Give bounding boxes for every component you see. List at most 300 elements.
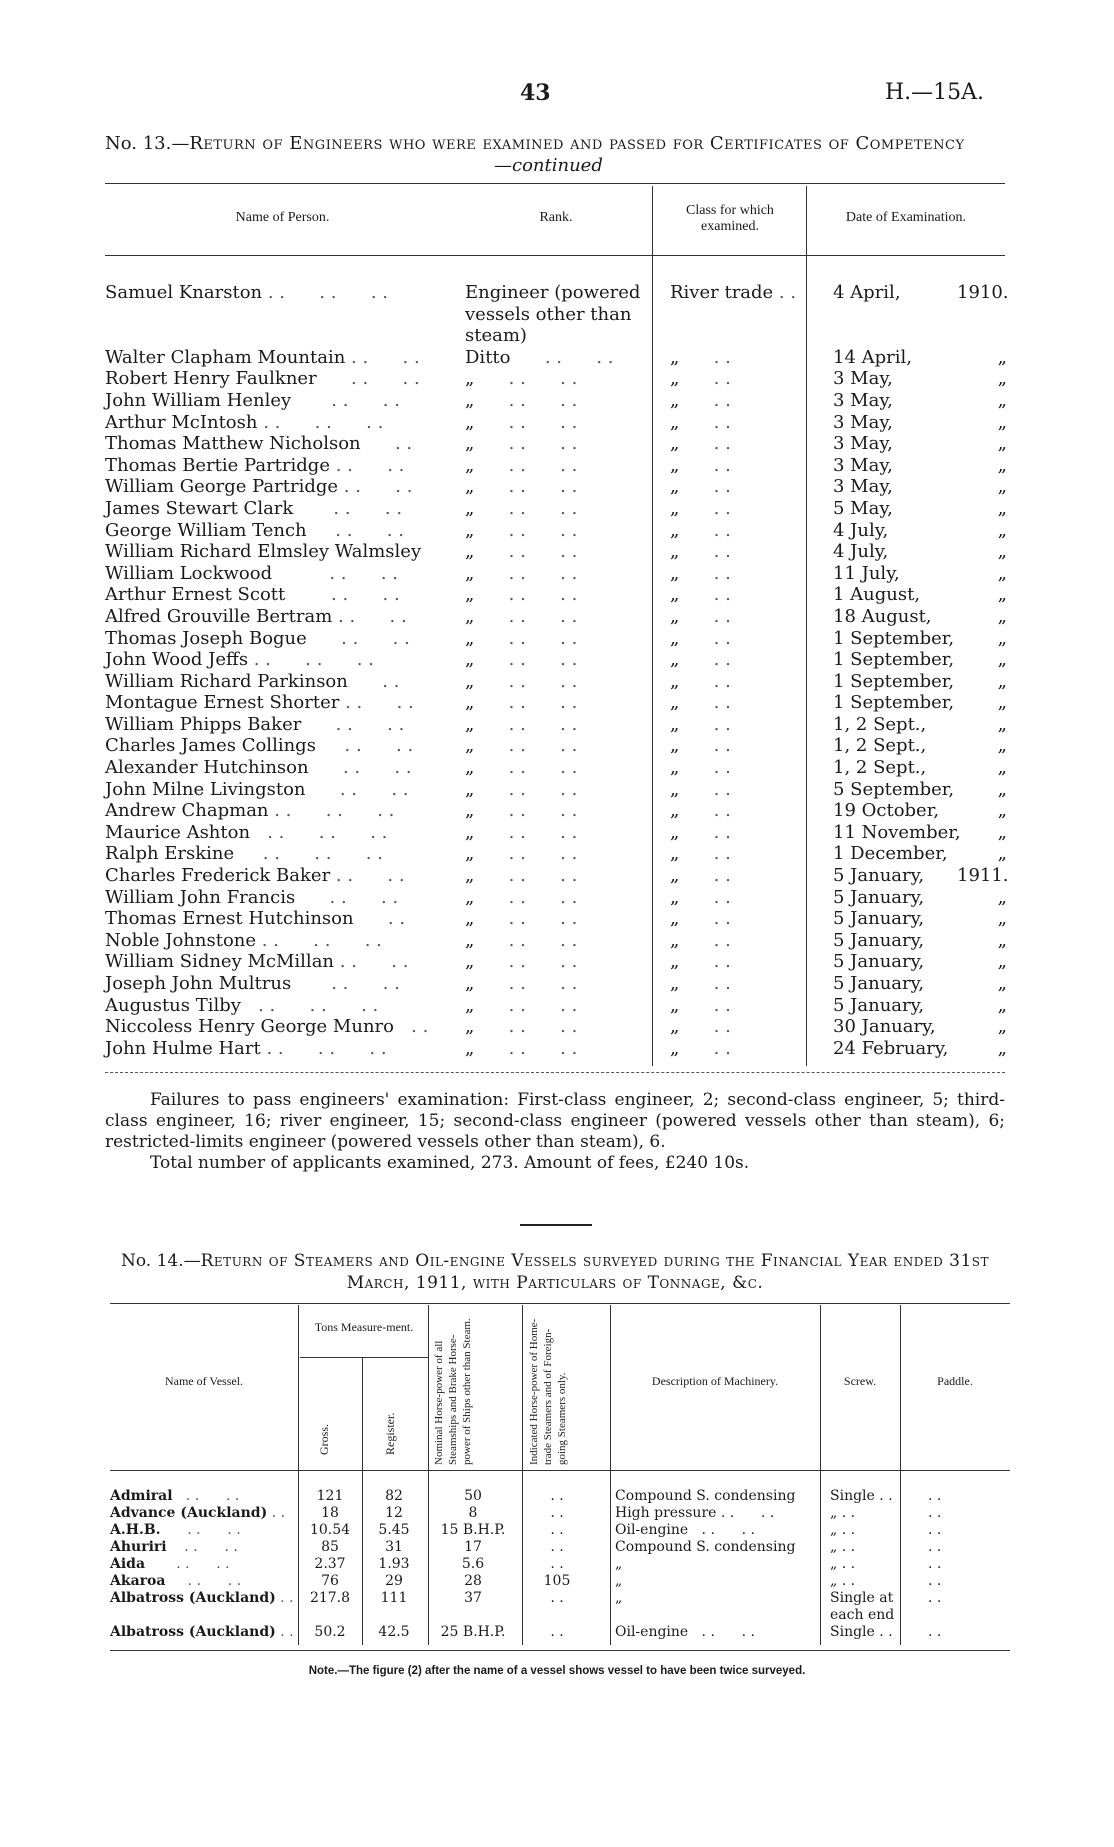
rank-cell-text: „: [465, 389, 475, 411]
screw-cell-text: „ . .: [830, 1522, 856, 1538]
table14-body: [110, 1488, 1010, 1641]
year-cell-text: „: [997, 1037, 1007, 1059]
table-row: [110, 1573, 1010, 1590]
indicated-hp-cell: [522, 1488, 592, 1505]
date-cell: [833, 1016, 936, 1038]
leader-dots: . . . .: [272, 562, 399, 584]
class-cell-text: „: [670, 649, 680, 671]
date-cell-text: 3 May,: [833, 454, 893, 476]
date-cell-text: 30 January,: [833, 1016, 936, 1038]
year-cell: [957, 498, 1007, 520]
date-cell: [833, 347, 912, 369]
rank-cell-text: „: [465, 497, 475, 519]
date-cell-text: 1 September,: [833, 692, 955, 714]
page-number: 43: [520, 80, 551, 106]
date-cell: [833, 692, 954, 714]
register-cell-text: 29: [385, 1573, 403, 1589]
table13-title-no: No. 13.—: [105, 133, 190, 154]
year-cell: [957, 973, 1007, 995]
table13-top-rule: [105, 183, 1005, 184]
rank-cell: [465, 843, 655, 865]
person-name-text: John Milne Livingston: [105, 778, 306, 800]
leader-dots: . .: [347, 670, 400, 692]
leader-dots: . . . .: [293, 497, 403, 519]
class-cell-text: „: [670, 929, 680, 951]
person-name: [105, 714, 404, 736]
leader-dots: . . . .: [474, 389, 578, 411]
register-cell-text: 5.45: [378, 1522, 410, 1538]
date-cell: [833, 843, 948, 865]
vessel-name: [110, 1522, 241, 1539]
nominal-hp-cell: [428, 1522, 518, 1539]
date-cell-text: 18 August,: [833, 605, 932, 627]
gross-cell: [300, 1556, 360, 1573]
class-cell-text: „: [670, 821, 680, 843]
table13-header-rule: [105, 255, 1005, 256]
table-row: [110, 1505, 1010, 1522]
person-name: [105, 628, 410, 650]
person-name-text: William Phipps Baker: [105, 713, 302, 735]
person-name: [105, 563, 398, 585]
leader-dots: . . . .: [305, 778, 409, 800]
indicated-hp-cell-text: . .: [550, 1505, 564, 1521]
rank-cell: [465, 584, 655, 606]
leader-dots: . . . .: [474, 541, 578, 563]
table-row: [105, 887, 1005, 909]
year-cell: [957, 951, 1007, 973]
screw-cell: [830, 1539, 902, 1556]
class-cell-text: „: [670, 757, 680, 779]
screw-cell: [830, 1573, 902, 1590]
table14-note: Note.—The figure (2) after the name of a vessel shows vessel to have been twice surveyed.: [308, 1665, 806, 1677]
table14-tons-rule: [300, 1357, 428, 1358]
class-cell-text: „: [670, 800, 680, 822]
rank-cell: [465, 520, 655, 542]
year-cell: [957, 476, 1007, 498]
paddle-cell: [928, 1556, 941, 1573]
rank-cell: [465, 606, 655, 628]
vessel-name-text: Akaroa: [110, 1573, 166, 1589]
class-cell-text: „: [670, 908, 680, 930]
class-cell: [670, 671, 731, 693]
person-name: [105, 843, 383, 865]
date-cell-text: 5 January,: [833, 886, 925, 908]
year-cell-text: „: [997, 605, 1007, 627]
table-row: [105, 412, 1005, 434]
rank-cell-text: „: [465, 929, 475, 951]
person-name: [105, 412, 383, 434]
leader-dots: . .: [679, 497, 731, 519]
date-cell: [833, 822, 961, 844]
year-cell-text: „: [997, 973, 1007, 995]
class-cell-text: „: [670, 670, 680, 692]
date-cell: [833, 282, 901, 304]
person-name-text: William Lockwood: [105, 562, 273, 584]
leader-dots: . . . .: [474, 1037, 578, 1059]
paddle-cell: [928, 1573, 941, 1590]
screw-cell: [830, 1505, 902, 1522]
leader-dots: . . . .: [308, 757, 412, 779]
vessel-name-text: Advance (Auckland): [110, 1505, 268, 1521]
class-cell-text: „: [670, 994, 680, 1016]
year-cell: [957, 671, 1007, 693]
class-cell: [670, 822, 731, 844]
rank-cell-text: „: [465, 519, 475, 541]
person-name: [105, 520, 404, 542]
register-cell-text: 111: [380, 1590, 408, 1606]
nominal-hp-cell-text: 17: [464, 1539, 482, 1555]
rank-cell-text: „: [465, 649, 475, 671]
date-cell-text: 1 August,: [833, 584, 921, 606]
leader-dots: . . . .: [474, 368, 578, 390]
gross-cell-text: 18: [321, 1505, 339, 1521]
leader-dots: . .: [679, 627, 731, 649]
person-name: [105, 282, 388, 304]
date-cell: [833, 541, 888, 563]
class-cell-text: „: [670, 368, 680, 390]
year-cell-text: 1910.: [957, 282, 1009, 303]
person-name-text: Joseph John Multrus: [105, 973, 292, 995]
leader-dots: . .: [679, 908, 731, 930]
year-cell: [957, 1016, 1007, 1038]
person-name-text: Arthur Ernest Scott: [105, 584, 286, 606]
year-cell-text: „: [997, 497, 1007, 519]
class-cell: [670, 865, 731, 887]
leader-dots: . . . .: [474, 994, 578, 1016]
person-name: [105, 584, 400, 606]
year-cell-text: „: [997, 476, 1007, 498]
machinery-cell-text: „: [615, 1573, 623, 1589]
leader-dots: . . . .: [332, 605, 407, 627]
class-cell-text: „: [670, 476, 680, 498]
table-row: [105, 671, 1005, 693]
person-name-text: Arthur McIntosh: [105, 411, 258, 433]
person-name: [105, 541, 421, 563]
vessel-name-text: Albatross (Auckland): [110, 1624, 276, 1640]
year-cell: [957, 1038, 1007, 1060]
rank-cell: [465, 1016, 655, 1038]
year-cell-text: „: [997, 346, 1007, 368]
class-cell: [670, 757, 731, 779]
leader-dots: . .: [393, 1016, 429, 1038]
table-row: [105, 800, 1005, 822]
paddle-cell: [928, 1624, 941, 1641]
leader-dots: . . . . . .: [257, 411, 384, 433]
date-cell: [833, 930, 924, 952]
paddle-cell-text: . .: [928, 1539, 942, 1555]
date-cell-text: 1, 2 Sept.,: [833, 757, 927, 779]
gross-cell-text: 50.2: [314, 1624, 346, 1640]
class-cell: [670, 692, 731, 714]
leader-dots: . . . .: [474, 908, 578, 930]
year-cell: [957, 843, 1007, 865]
person-name-text: Thomas Matthew Nicholson: [105, 433, 361, 455]
leader-dots: . . . .: [474, 476, 578, 498]
table-row: [105, 520, 1005, 542]
table-row: [105, 347, 1005, 369]
leader-dots: . . . .: [474, 843, 578, 865]
year-cell-text: „: [997, 886, 1007, 908]
year-cell-text: „: [997, 670, 1007, 692]
class-cell-text: „: [670, 865, 680, 887]
vessel-name-text: Admiral: [110, 1488, 173, 1504]
table-row: [105, 455, 1005, 477]
table14-title-main: Return of Steamers and Oil-engine Vessels surveyed during the Financial Year ended 31st March, 1911, with Particulars of Tonnage, &c.: [200, 1251, 990, 1293]
indicated-hp-cell: [522, 1539, 592, 1556]
vessel-name: [110, 1590, 294, 1607]
year-cell: [957, 995, 1007, 1017]
vessel-name: [110, 1488, 239, 1505]
class-cell: [670, 930, 731, 952]
rank-cell-text: „: [465, 562, 475, 584]
person-name-text: Andrew Chapman: [105, 800, 269, 822]
person-name: [105, 347, 420, 369]
leader-dots: . . . .: [330, 865, 405, 887]
table-row: [105, 368, 1005, 390]
rank-cell: [465, 995, 655, 1017]
rank-cell: [465, 282, 655, 347]
leader-dots: . . . .: [474, 519, 578, 541]
year-cell: [957, 692, 1007, 714]
year-cell-text: „: [997, 411, 1007, 433]
gross-cell: [300, 1624, 360, 1641]
person-name: [105, 433, 412, 455]
total-applicants: Total number of applicants examined, 273. Amount of fees, £240 10s.: [150, 1153, 750, 1173]
vessel-name-text: Aida: [110, 1556, 146, 1572]
machinery-cell: [615, 1488, 795, 1505]
year-cell-text: „: [997, 584, 1007, 606]
leader-dots: . . . .: [291, 973, 400, 995]
screw-cell-text: „ . .: [830, 1505, 856, 1521]
leader-dots: . . . .: [315, 735, 414, 757]
leader-dots: . . . . . .: [268, 800, 395, 822]
date-cell-text: 5 January,: [833, 908, 925, 930]
leader-dots: . . . .: [474, 757, 578, 779]
paddle-cell-text: . .: [928, 1522, 942, 1538]
rank-cell: [465, 390, 655, 412]
leader-dots: . . . .: [334, 951, 409, 973]
machinery-cell-text: Compound S. condensing: [615, 1539, 796, 1555]
table-row: [105, 498, 1005, 520]
year-cell: [957, 541, 1007, 563]
person-name-text: William John Francis: [105, 886, 296, 908]
table-row: [105, 908, 1005, 930]
date-cell: [833, 390, 893, 412]
nominal-hp-cell-text: 25 B.H.P.: [440, 1624, 506, 1640]
table-row: [105, 476, 1005, 498]
document-code: H.—15A.: [884, 80, 984, 105]
machinery-cell: [615, 1624, 755, 1641]
person-name: [105, 1016, 428, 1038]
year-cell: [957, 520, 1007, 542]
leader-dots: . . . .: [160, 1522, 241, 1538]
date-cell: [833, 455, 893, 477]
leader-dots: . . . .: [474, 627, 578, 649]
indicated-hp-cell-text: . .: [550, 1590, 564, 1606]
table-row: [105, 779, 1005, 801]
rank-cell: [465, 887, 655, 909]
year-cell: [957, 865, 1007, 887]
leader-dots: . . . .: [474, 605, 578, 627]
date-cell-text: 11 July,: [833, 562, 900, 584]
person-name-text: William Sidney McMillan: [105, 951, 335, 973]
paddle-cell: [928, 1539, 941, 1556]
year-cell-text: „: [997, 627, 1007, 649]
year-cell: [957, 649, 1007, 671]
leader-dots: . .: [679, 951, 731, 973]
gross-cell: [300, 1539, 360, 1556]
leader-dots: . . . .: [291, 389, 400, 411]
leader-dots: . . . .: [474, 778, 578, 800]
year-cell-text: „: [997, 389, 1007, 411]
machinery-cell: [615, 1590, 622, 1607]
machinery-cell: [615, 1556, 622, 1573]
table-row: [110, 1624, 1010, 1641]
indicated-hp-cell-text: 105: [543, 1573, 571, 1589]
year-cell: [957, 584, 1007, 606]
nominal-hp-cell: [428, 1556, 518, 1573]
date-cell: [833, 563, 900, 585]
leader-dots: . .: [679, 584, 731, 606]
date-cell: [833, 606, 932, 628]
screw-cell: [830, 1488, 902, 1505]
date-cell: [833, 908, 924, 930]
rank-cell-text: „: [465, 843, 475, 865]
date-cell: [833, 757, 926, 779]
rank-cell: [465, 671, 655, 693]
year-cell-text: „: [997, 433, 1007, 455]
year-cell: [957, 628, 1007, 650]
rank-cell-text: „: [465, 886, 475, 908]
person-name: [105, 671, 399, 693]
nominal-hp-cell-text: 5.6: [461, 1556, 485, 1572]
machinery-cell: [615, 1539, 795, 1556]
year-cell-text: „: [997, 951, 1007, 973]
rank-cell-text: „: [465, 627, 475, 649]
date-cell: [833, 368, 893, 390]
rank-cell: [465, 455, 655, 477]
date-cell-text: 24 February,: [833, 1037, 949, 1059]
register-cell-text: 1.93: [378, 1556, 410, 1572]
person-name: [105, 757, 412, 779]
paddle-cell: [928, 1505, 941, 1522]
person-name-text: George William Tench: [105, 519, 307, 541]
year-cell: [957, 908, 1007, 930]
person-name: [105, 951, 408, 973]
leader-dots: . . . .: [145, 1556, 230, 1572]
year-cell: [957, 800, 1007, 822]
class-cell: [670, 714, 731, 736]
person-name: [105, 930, 382, 952]
person-name-text: Thomas Bertie Partridge: [105, 454, 330, 476]
leader-dots: . .: [679, 821, 731, 843]
nominal-hp-cell-text: 8: [468, 1505, 478, 1521]
indicated-hp-cell: [522, 1556, 592, 1573]
year-cell-text: „: [997, 757, 1007, 779]
leader-dots: . . . .: [474, 454, 578, 476]
rank-cell: [465, 779, 655, 801]
gross-cell-text: 10.54: [309, 1522, 351, 1538]
table-row: [105, 584, 1005, 606]
leader-dots: . .: [353, 908, 406, 930]
class-cell-text: „: [670, 843, 680, 865]
year-cell-text: „: [997, 692, 1007, 714]
paddle-cell-text: . .: [928, 1488, 942, 1504]
class-cell-text: „: [670, 433, 680, 455]
date-cell: [833, 779, 954, 801]
leader-dots: . . . .: [165, 1573, 242, 1589]
paddle-cell-text: . .: [928, 1624, 942, 1640]
date-cell: [833, 412, 893, 434]
table-row: [105, 735, 1005, 757]
person-name: [105, 973, 400, 995]
rank-cell: [465, 822, 655, 844]
indicated-hp-cell: [522, 1573, 592, 1590]
nominal-hp-cell-text: 15 B.H.P.: [440, 1522, 506, 1538]
class-cell: [670, 1038, 731, 1060]
table-row: [105, 973, 1005, 995]
leader-dots: . . . .: [306, 627, 410, 649]
rank-cell-text: „: [465, 605, 475, 627]
leader-dots: . .: [679, 843, 731, 865]
leader-dots: . . . .: [510, 346, 614, 368]
register-cell: [364, 1505, 424, 1522]
year-cell-text: „: [997, 800, 1007, 822]
indicated-hp-cell: [522, 1522, 592, 1539]
class-cell: [670, 476, 731, 498]
nominal-hp-cell: [428, 1624, 518, 1641]
machinery-cell-text: Oil-engine . . . .: [615, 1522, 755, 1538]
gross-cell: [300, 1590, 360, 1607]
class-cell: [670, 412, 731, 434]
table-row: [105, 1016, 1005, 1038]
screw-cell-text: „ . .: [830, 1539, 856, 1555]
person-name-text: Charles Frederick Baker: [105, 865, 331, 887]
table-row: [105, 282, 1009, 347]
class-cell: [670, 735, 731, 757]
year-cell: [957, 433, 1007, 455]
person-name-text: Alexander Hutchinson: [105, 757, 309, 779]
gross-cell-text: 85: [321, 1539, 339, 1555]
rank-cell: [465, 692, 655, 714]
register-cell-text: 42.5: [378, 1624, 410, 1640]
nominal-hp-cell-text: 37: [464, 1590, 482, 1606]
vessel-name: [110, 1505, 285, 1522]
class-cell: [670, 520, 731, 542]
year-cell-text: „: [997, 843, 1007, 865]
screw-cell: [830, 1590, 902, 1624]
screw-cell: [830, 1624, 902, 1641]
leader-dots: . . . .: [338, 476, 413, 498]
leader-dots: . .: [679, 886, 731, 908]
date-cell: [833, 735, 926, 757]
class-cell-text: „: [670, 519, 680, 541]
rank-cell-text: „: [465, 994, 475, 1016]
class-cell-text: „: [670, 735, 680, 757]
rank-cell-text: „: [465, 735, 475, 757]
leader-dots: . .: [679, 368, 731, 390]
col-gross: Gross.: [317, 1423, 331, 1455]
year-cell: [957, 822, 1007, 844]
class-cell: [670, 541, 731, 563]
person-name-text: Thomas Ernest Hutchinson: [105, 908, 354, 930]
rank-cell-text: „: [465, 973, 475, 995]
class-cell-text: „: [670, 346, 680, 368]
register-cell-text: 31: [385, 1539, 403, 1555]
screw-cell: [830, 1556, 902, 1573]
date-cell-text: 4 July,: [833, 519, 889, 541]
person-name: [105, 606, 407, 628]
